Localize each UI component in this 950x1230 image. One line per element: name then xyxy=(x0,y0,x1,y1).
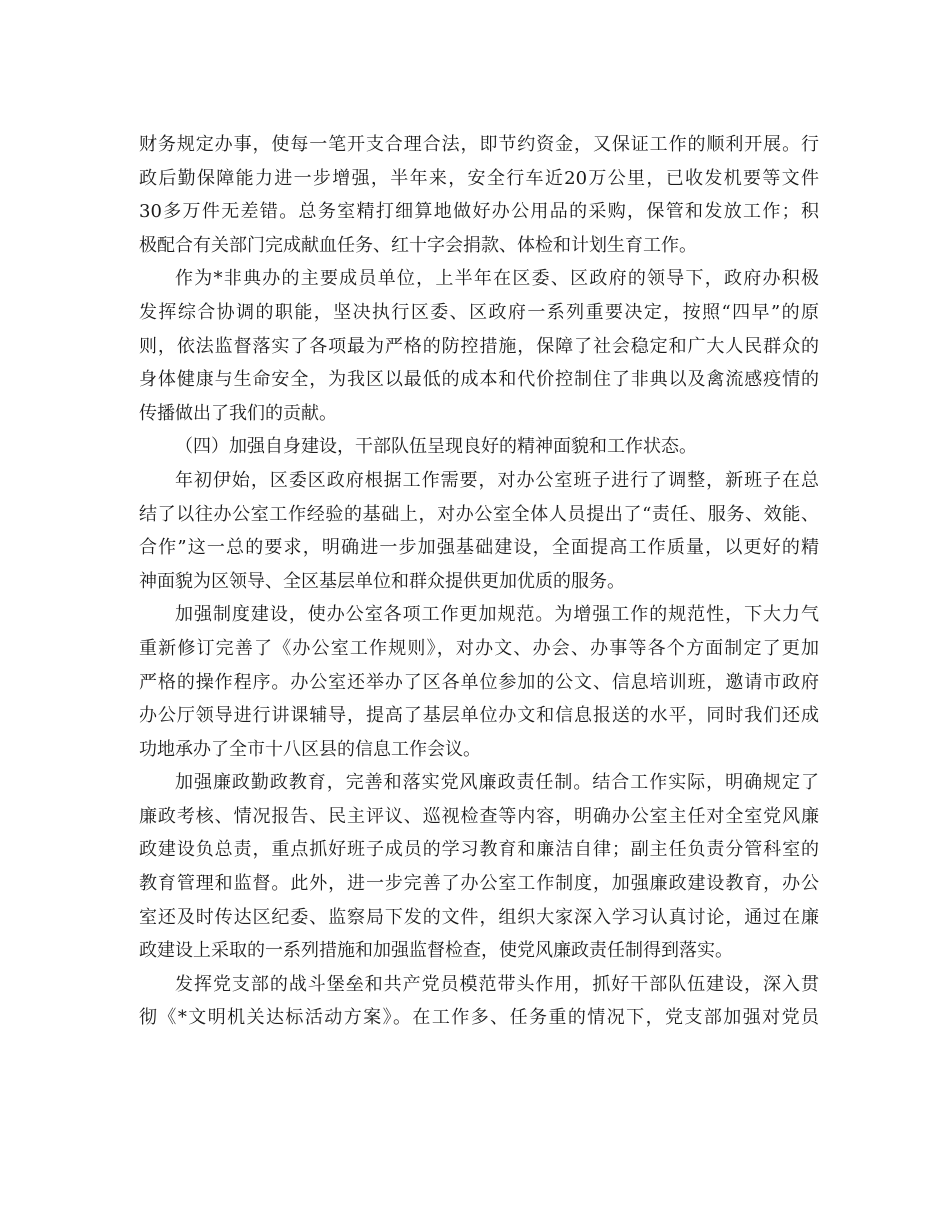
text-line: 则，依法监督落实了各项最为严格的防控措施，保障了社会稳定和广大人民群众的 xyxy=(139,335,819,357)
text-line: 重新修订完善了《办公室工作规则》，对办文、办会、办事等各个方面制定了更加 xyxy=(139,637,819,659)
paragraph xyxy=(139,766,819,968)
text-line: 室还及时传达区纪委、监察局下发的文件，组织大家深入学习认真讨论，通过在廉 xyxy=(139,906,819,928)
text-line: 办公厅领导进行讲课辅导，提高了基层单位办文和信息报送的水平，同时我们还成 xyxy=(139,705,819,727)
text-line: 政后勤保障能力进一步增强，半年来，安全行车近20万公里，已收发机要等文件 xyxy=(139,167,819,189)
text-line: 财务规定办事，使每一笔开支合理合法，即节约资金，又保证工作的顺利开展。行 xyxy=(139,134,819,155)
text-line: 作为*非典办的主要成员单位，上半年在区委、区政府的领导下，政府办积极 xyxy=(175,268,819,290)
text-line: 政建设负总责，重点抓好班子成员的学习教育和廉洁自律；副主任负责分管科室的 xyxy=(139,839,819,861)
text-line: 教育管理和监督。此外，进一步完善了办公室工作制度，加强廉政建设教育，办公 xyxy=(139,873,819,895)
text-line: 传播做出了我们的贡献。 xyxy=(139,402,337,424)
text-line: 年初伊始，区委区政府根据工作需要，对办公室班子进行了调整，新班子在总 xyxy=(175,469,819,491)
text-line: 发挥综合协调的职能，坚决执行区委、区政府一系列重要决定，按照“四早”的原 xyxy=(139,301,819,323)
text-line: 严格的操作程序。办公室还举办了区各单位参加的公文、信息培训班，邀请市政府 xyxy=(139,671,819,693)
document-body xyxy=(139,128,819,1035)
paragraph xyxy=(139,128,819,262)
text-line: （四）加强自身建设，干部队伍呈现良好的精神面貌和工作状态。 xyxy=(175,436,697,458)
text-line: 合作”这一总的要求，明确进一步加强基础建设，全面提高工作质量，以更好的精 xyxy=(139,537,819,559)
paragraph xyxy=(139,430,819,464)
text-line: 极配合有关部门完成献血任务、红十字会捐款、体检和计划生育工作。 xyxy=(139,234,697,256)
paragraph xyxy=(139,464,819,598)
text-line: 加强制度建设，使办公室各项工作更加规范。为增强工作的规范性，下大力气 xyxy=(175,604,819,626)
text-line: 发挥党支部的战斗堡垒和共产党员模范带头作用，抓好干部队伍建设，深入贯 xyxy=(175,973,819,995)
text-line: 廉政考核、情况报告、民主评议、巡视检查等内容，明确办公室主任对全室党风廉 xyxy=(139,805,819,827)
paragraph xyxy=(139,262,819,430)
paragraph xyxy=(139,598,819,766)
text-line: 政建设上采取的一系列措施和加强监督检查，使党风廉政责任制得到落实。 xyxy=(139,940,733,962)
text-line: 结了以往办公室工作经验的基础上，对办公室全体人员提出了“责任、服务、效能、 xyxy=(139,503,819,525)
text-line: 神面貌为区领导、全区基层单位和群众提供更加优质的服务。 xyxy=(139,570,625,592)
text-line: 功地承办了全市十八区县的信息工作会议。 xyxy=(139,738,481,760)
text-line: 30多万件无差错。总务室精打细算地做好办公用品的采购，保管和发放工作；积 xyxy=(139,201,819,223)
text-line: 身体健康与生命安全，为我区以最低的成本和代价控制住了非典以及禽流感疫情的 xyxy=(139,369,819,391)
paragraph xyxy=(139,968,819,1035)
text-line: 加强廉政勤政教育，完善和落实党风廉政责任制。结合工作实际，明确规定了 xyxy=(175,772,819,794)
text-line: 彻《*文明机关达标活动方案》。在工作多、任务重的情况下，党支部加强对党员 xyxy=(139,1007,819,1029)
